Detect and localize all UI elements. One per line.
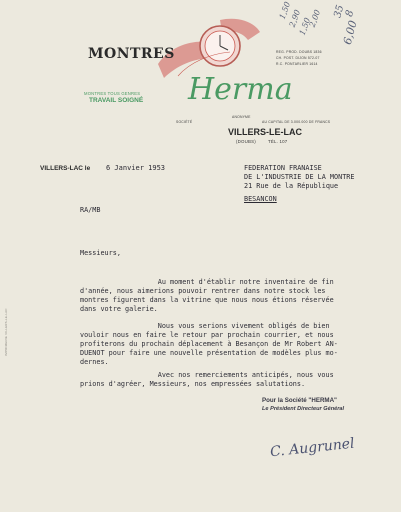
handwritten-note-3: 1,50 — [297, 16, 313, 37]
reg-line-1: REG. PROD. DOUBS 1836 — [276, 50, 322, 54]
handwritten-note-4: 2,00 — [307, 8, 323, 29]
margin-imprint: IMPRIMERIE VILLERS-LE-LAC — [3, 308, 8, 356]
recipient-line-3: 21 Rue de la République — [244, 182, 339, 190]
signature-scrawl: C. Augrunel — [269, 435, 356, 461]
handwritten-note-6: 8 — [344, 8, 357, 19]
handwritten-note-2: 2,90 — [287, 8, 303, 29]
signature-stamp-company: Pour la Société "HERMA" — [262, 397, 337, 404]
handwritten-note-1: 1,50 — [277, 0, 293, 21]
dateline-place: VILLERS-LAC le — [40, 165, 91, 172]
reference-initials: RA/MB — [80, 206, 101, 214]
recipient-line-4: BESANCON — [244, 195, 277, 203]
body-paragraph-1: Au moment d'établir notre inventaire de fin d'année, nous aimerions pouvoir rentrer dans notre stock les montres figurent dans la vitrine que nous nous étions réservée dans votre galerie. — [80, 278, 334, 313]
body-paragraph-2: Nous vous serions vivement obligés de bien vouloir nous en faire le retour par prochain courrier, et nous profiterons du prochain déplacement à Besançon de Mr Robert AN- DUENOT pour faire une nouvelle présentation de modèles plus mo- dernes. — [80, 322, 338, 366]
handwritten-note-5: 35 — [332, 3, 347, 20]
reg-line-2: CH. POST. DIJON 572-07 — [276, 56, 320, 60]
tagline-2: TRAVAIL SOIGNÉ — [89, 97, 144, 104]
recipient-line-1: FEDERATION FRANAISE — [244, 164, 322, 172]
dept-label: (DOUBS) — [236, 139, 256, 144]
tel-label: TÉL. 107 — [268, 139, 288, 144]
recipient-line-2: DE L'INDUSTRIE DE LA MONTRE — [244, 173, 355, 181]
handwritten-note-7: 6,00 — [340, 18, 360, 47]
dateline-date: 6 Janvier 1953 — [106, 164, 166, 172]
body-paragraph-3: Avec nos remerciements anticipés, nous vous prions d'agréer, Messieurs, nos empressées salutations. — [80, 371, 334, 388]
anonyme-label: ANONYME — [232, 115, 251, 119]
signature-stamp-title: Le Président Directeur Général — [262, 406, 345, 412]
reg-line-3: R.C. PONTARLIER 1614 — [276, 62, 318, 66]
city-label: VILLERS-LE-LAC — [228, 127, 302, 137]
brand-montres: MONTRES — [88, 46, 175, 62]
brand-herma-logo: Herma — [188, 72, 293, 107]
capital-label: AU CAPITAL DE 3.000.000 DE FRANCS — [262, 120, 331, 124]
tagline-1: MONTRES TOUS GENRES — [84, 91, 141, 96]
society-label: SOCIÉTÉ — [176, 120, 193, 124]
salutation: Messieurs, — [80, 249, 121, 257]
